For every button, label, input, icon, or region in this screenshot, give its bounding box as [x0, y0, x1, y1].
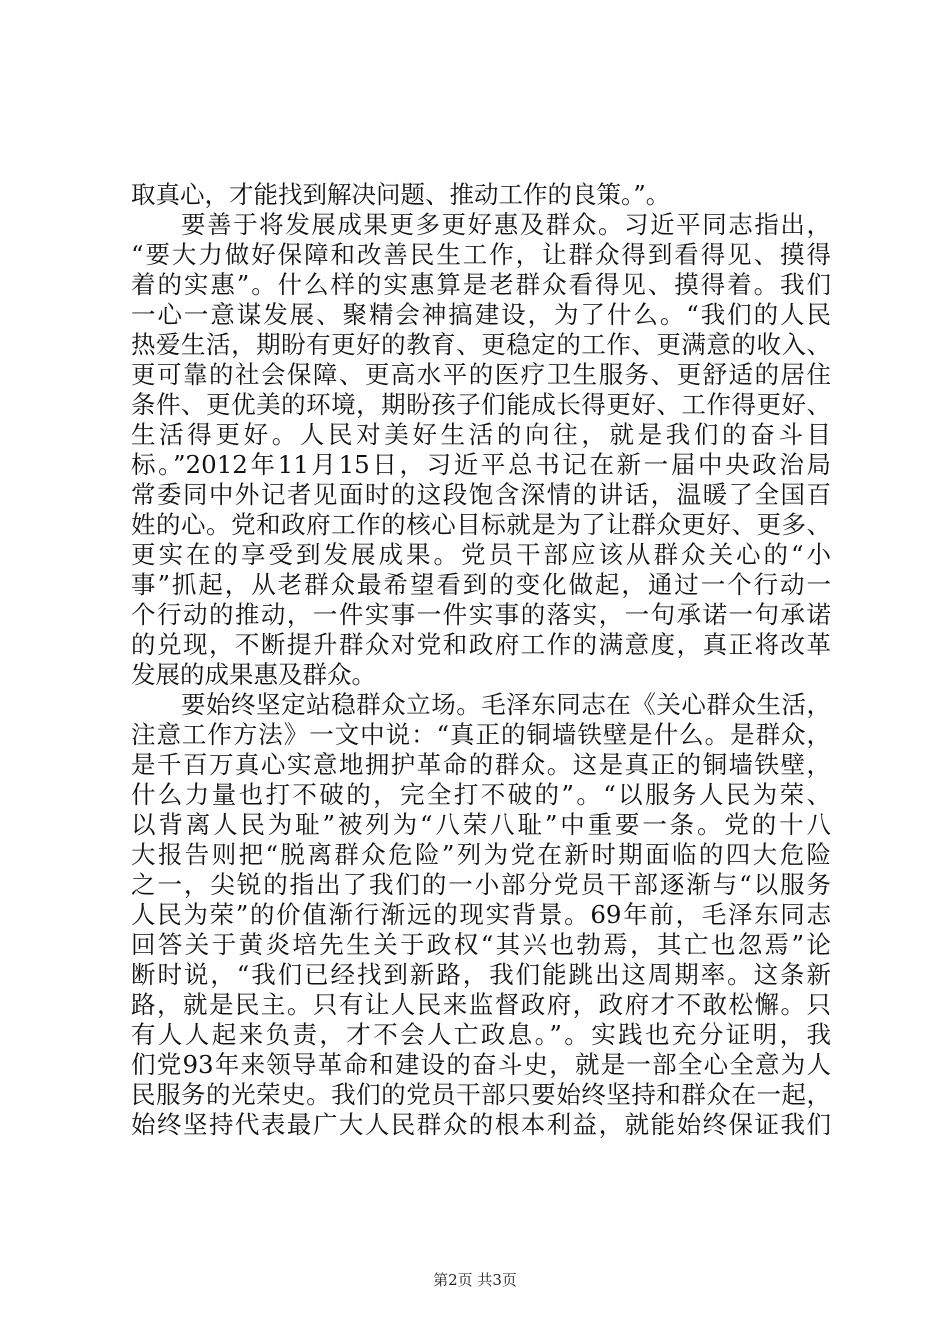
text-line: 热爱生活，期盼有更好的教育、更稳定的工作、更满意的收入、 [131, 330, 831, 359]
text-line: 标。”2012年11月15日，习近平总书记在新一届中央政治局 [131, 450, 831, 479]
text-line: 生活得更好。人民对美好生活的向往，就是我们的奋斗目 [131, 420, 831, 449]
text-line: 回答关于黄炎培先生关于政权“其兴也勃焉，其亡也忽焉”论 [131, 930, 831, 959]
text-line: 之一，尖锐的指出了我们的一小部分党员干部逐渐与“以服务 [131, 870, 831, 899]
text-line: 始终坚持代表最广大人民群众的根本利益，就能始终保证我们 [131, 1110, 831, 1139]
text-line: 事”抓起，从老群众最希望看到的变化做起，通过一个行动一 [131, 570, 831, 599]
page-footer: 第2页 共3页 [433, 1271, 517, 1289]
text-line: 条件、更优美的环境，期盼孩子们能成长得更好、工作得更好、 [131, 390, 831, 419]
text-line: 有人人起来负责，才不会人亡政息。”。实践也充分证明，我 [131, 1020, 831, 1049]
text-line: 注意工作方法》一文中说：“真正的铜墙铁壁是什么。是群众， [131, 720, 831, 749]
text-line: 着的实惠”。什么样的实惠算是老群众看得见、摸得着。我们 [131, 270, 831, 299]
text-line: 更实在的享受到发展成果。党员干部应该从群众关心的“小 [131, 540, 831, 569]
text-line: “要大力做好保障和改善民生工作，让群众得到看得见、摸得 [131, 240, 831, 269]
text-line: 人民为荣”的价值渐行渐远的现实背景。69年前，毛泽东同志 [131, 900, 831, 929]
paragraph-first-line: 要善于将发展成果更多更好惠及群众。习近平同志指出， [181, 210, 831, 239]
paragraph-first-line: 要始终坚定站稳群众立场。毛泽东同志在《关心群众生活， [181, 690, 831, 719]
text-line: 们党93年来领导革命和建设的奋斗史，就是一部全心全意为人 [131, 1050, 831, 1079]
text-line: 个行动的推动，一件实事一件实事的落实，一句承诺一句承诺 [131, 600, 831, 629]
text-line: 取真心，才能找到解决问题、推动工作的良策。”。 [131, 180, 671, 209]
text-line: 民服务的光荣史。我们的党员干部只要始终坚持和群众在一起， [131, 1080, 831, 1109]
text-line: 什么力量也打不破的，完全打不破的”。“以服务人民为荣、 [131, 780, 831, 809]
text-line: 的兑现，不断提升群众对党和政府工作的满意度，真正将改革 [131, 630, 831, 659]
text-line: 以背离人民为耻”被列为“八荣八耻”中重要一条。党的十八 [131, 810, 831, 839]
text-line: 断时说，“我们已经找到新路，我们能跳出这周期率。这条新 [131, 960, 831, 989]
text-line: 发展的成果惠及群众。 [131, 660, 376, 689]
text-line: 常委同中外记者见面时的这段饱含深情的讲话，温暖了全国百 [131, 480, 831, 509]
text-line: 路，就是民主。只有让人民来监督政府，政府才不敢松懈。只 [131, 990, 831, 1019]
text-line: 大报告则把“脱离群众危险”列为党在新时期面临的四大危险 [131, 840, 831, 869]
text-line: 是千百万真心实意地拥护革命的群众。这是真正的铜墙铁壁， [131, 750, 831, 779]
text-line: 更可靠的社会保障、更高水平的医疗卫生服务、更舒适的居住 [131, 360, 831, 389]
text-line: 一心一意谋发展、聚精会神搞建设，为了什么。“我们的人民 [131, 300, 831, 329]
text-line: 姓的心。党和政府工作的核心目标就是为了让群众更好、更多、 [131, 510, 831, 539]
